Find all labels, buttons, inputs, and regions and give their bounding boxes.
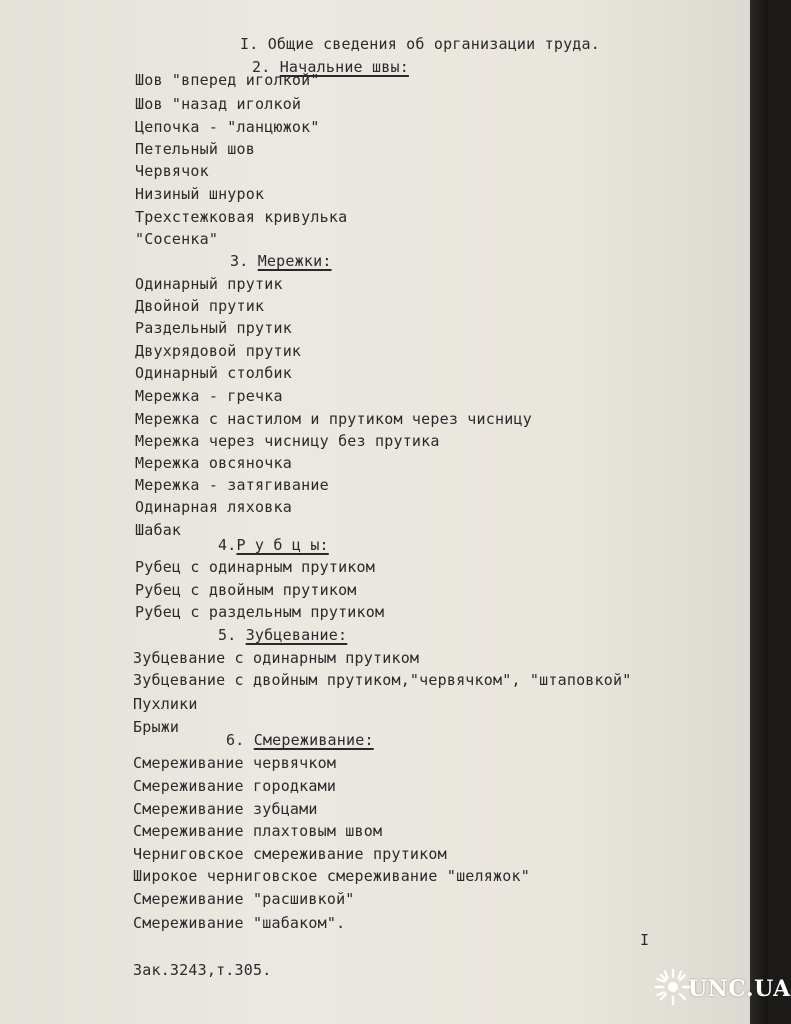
- list-item: Шов "назад иголкой: [135, 95, 302, 113]
- list-item: Широкое черниговское смереживание "шеляжок": [133, 867, 530, 885]
- list-item: Рубец с одинарным прутиком: [135, 558, 375, 576]
- list-item: Червячок: [135, 162, 209, 180]
- section-3-title: Мережки:: [257, 252, 332, 270]
- list-item: Смереживание плахтовым швом: [133, 822, 383, 840]
- page-number: I: [640, 931, 650, 949]
- list-item: Шабак: [135, 521, 182, 539]
- section-3-heading: [230, 251, 332, 271]
- section-6-title: Смереживание:: [253, 731, 374, 749]
- list-item: Трехстежковая кривулька: [135, 208, 348, 226]
- list-item: Мережка - затягивание: [135, 476, 329, 494]
- list-item: Мережка - гречка: [135, 387, 283, 405]
- list-item: Смереживание зубцами: [133, 800, 318, 818]
- list-item: Черниговское смереживание прутиком: [133, 845, 447, 863]
- list-item: Одинарная ляховка: [135, 498, 292, 516]
- list-item: Смереживание городками: [133, 777, 337, 795]
- list-item: "Сосенка": [135, 230, 219, 248]
- list-item: Шов "вперед иголкой": [135, 71, 320, 89]
- list-item: Мережка с настилом и прутиком через чисницу: [135, 410, 532, 428]
- list-item: Пухлики: [133, 695, 198, 713]
- list-item: Петельный шов: [135, 140, 255, 158]
- section-4-number: 4.: [218, 536, 237, 554]
- section-6-number: 6.: [226, 731, 245, 749]
- list-item: Раздельный прутик: [135, 319, 292, 337]
- list-item: Двойной прутик: [135, 297, 265, 315]
- list-item: Зубцевание с одинарным прутиком: [133, 649, 420, 667]
- section-5-heading: [218, 625, 347, 645]
- list-item: Брыжи: [133, 718, 180, 736]
- list-item: Рубец с двойным прутиком: [135, 581, 357, 599]
- list-item: Цепочка - "ланцюжок": [135, 118, 320, 136]
- list-item: Мережка через чисницу без прутика: [135, 432, 440, 450]
- page-edge-shadow: [750, 0, 768, 1024]
- sun-logo-icon: [654, 968, 692, 1006]
- watermark: [652, 966, 791, 1014]
- list-item: Двухрядовой прутик: [135, 342, 302, 360]
- list-item: Рубец с раздельным прутиком: [135, 603, 385, 621]
- section-4-heading: [218, 535, 329, 555]
- section-2-number: 2.: [252, 58, 271, 76]
- list-item: Мережка овсяночка: [135, 454, 292, 472]
- list-item: Одинарный прутик: [135, 275, 283, 293]
- list-item: Смереживание червячком: [133, 754, 337, 772]
- list-item: Зубцевание с двойным прутиком,"червячком", "штаповкой": [133, 671, 632, 689]
- footer-order-note: Зак.3243,т.305.: [133, 961, 272, 979]
- section-5-number: 5.: [218, 626, 237, 644]
- list-item: Смереживание "расшивкой": [133, 890, 355, 908]
- section-1-heading: I. Общие сведения об организации труда.: [240, 35, 600, 53]
- list-item: Одинарный столбик: [135, 364, 292, 382]
- section-4-title: Р у б ц ы:: [236, 536, 329, 554]
- section-5-title: Зубцевание:: [245, 626, 348, 644]
- section-3-number: 3.: [230, 252, 249, 270]
- list-item: Низиный шнурок: [135, 185, 265, 203]
- list-item: Смереживание "шабаком".: [133, 914, 346, 932]
- section-2-title: Начальние швы:: [279, 58, 409, 76]
- section-6-heading: [226, 730, 374, 750]
- watermark-text: UNC.UA: [688, 976, 791, 1002]
